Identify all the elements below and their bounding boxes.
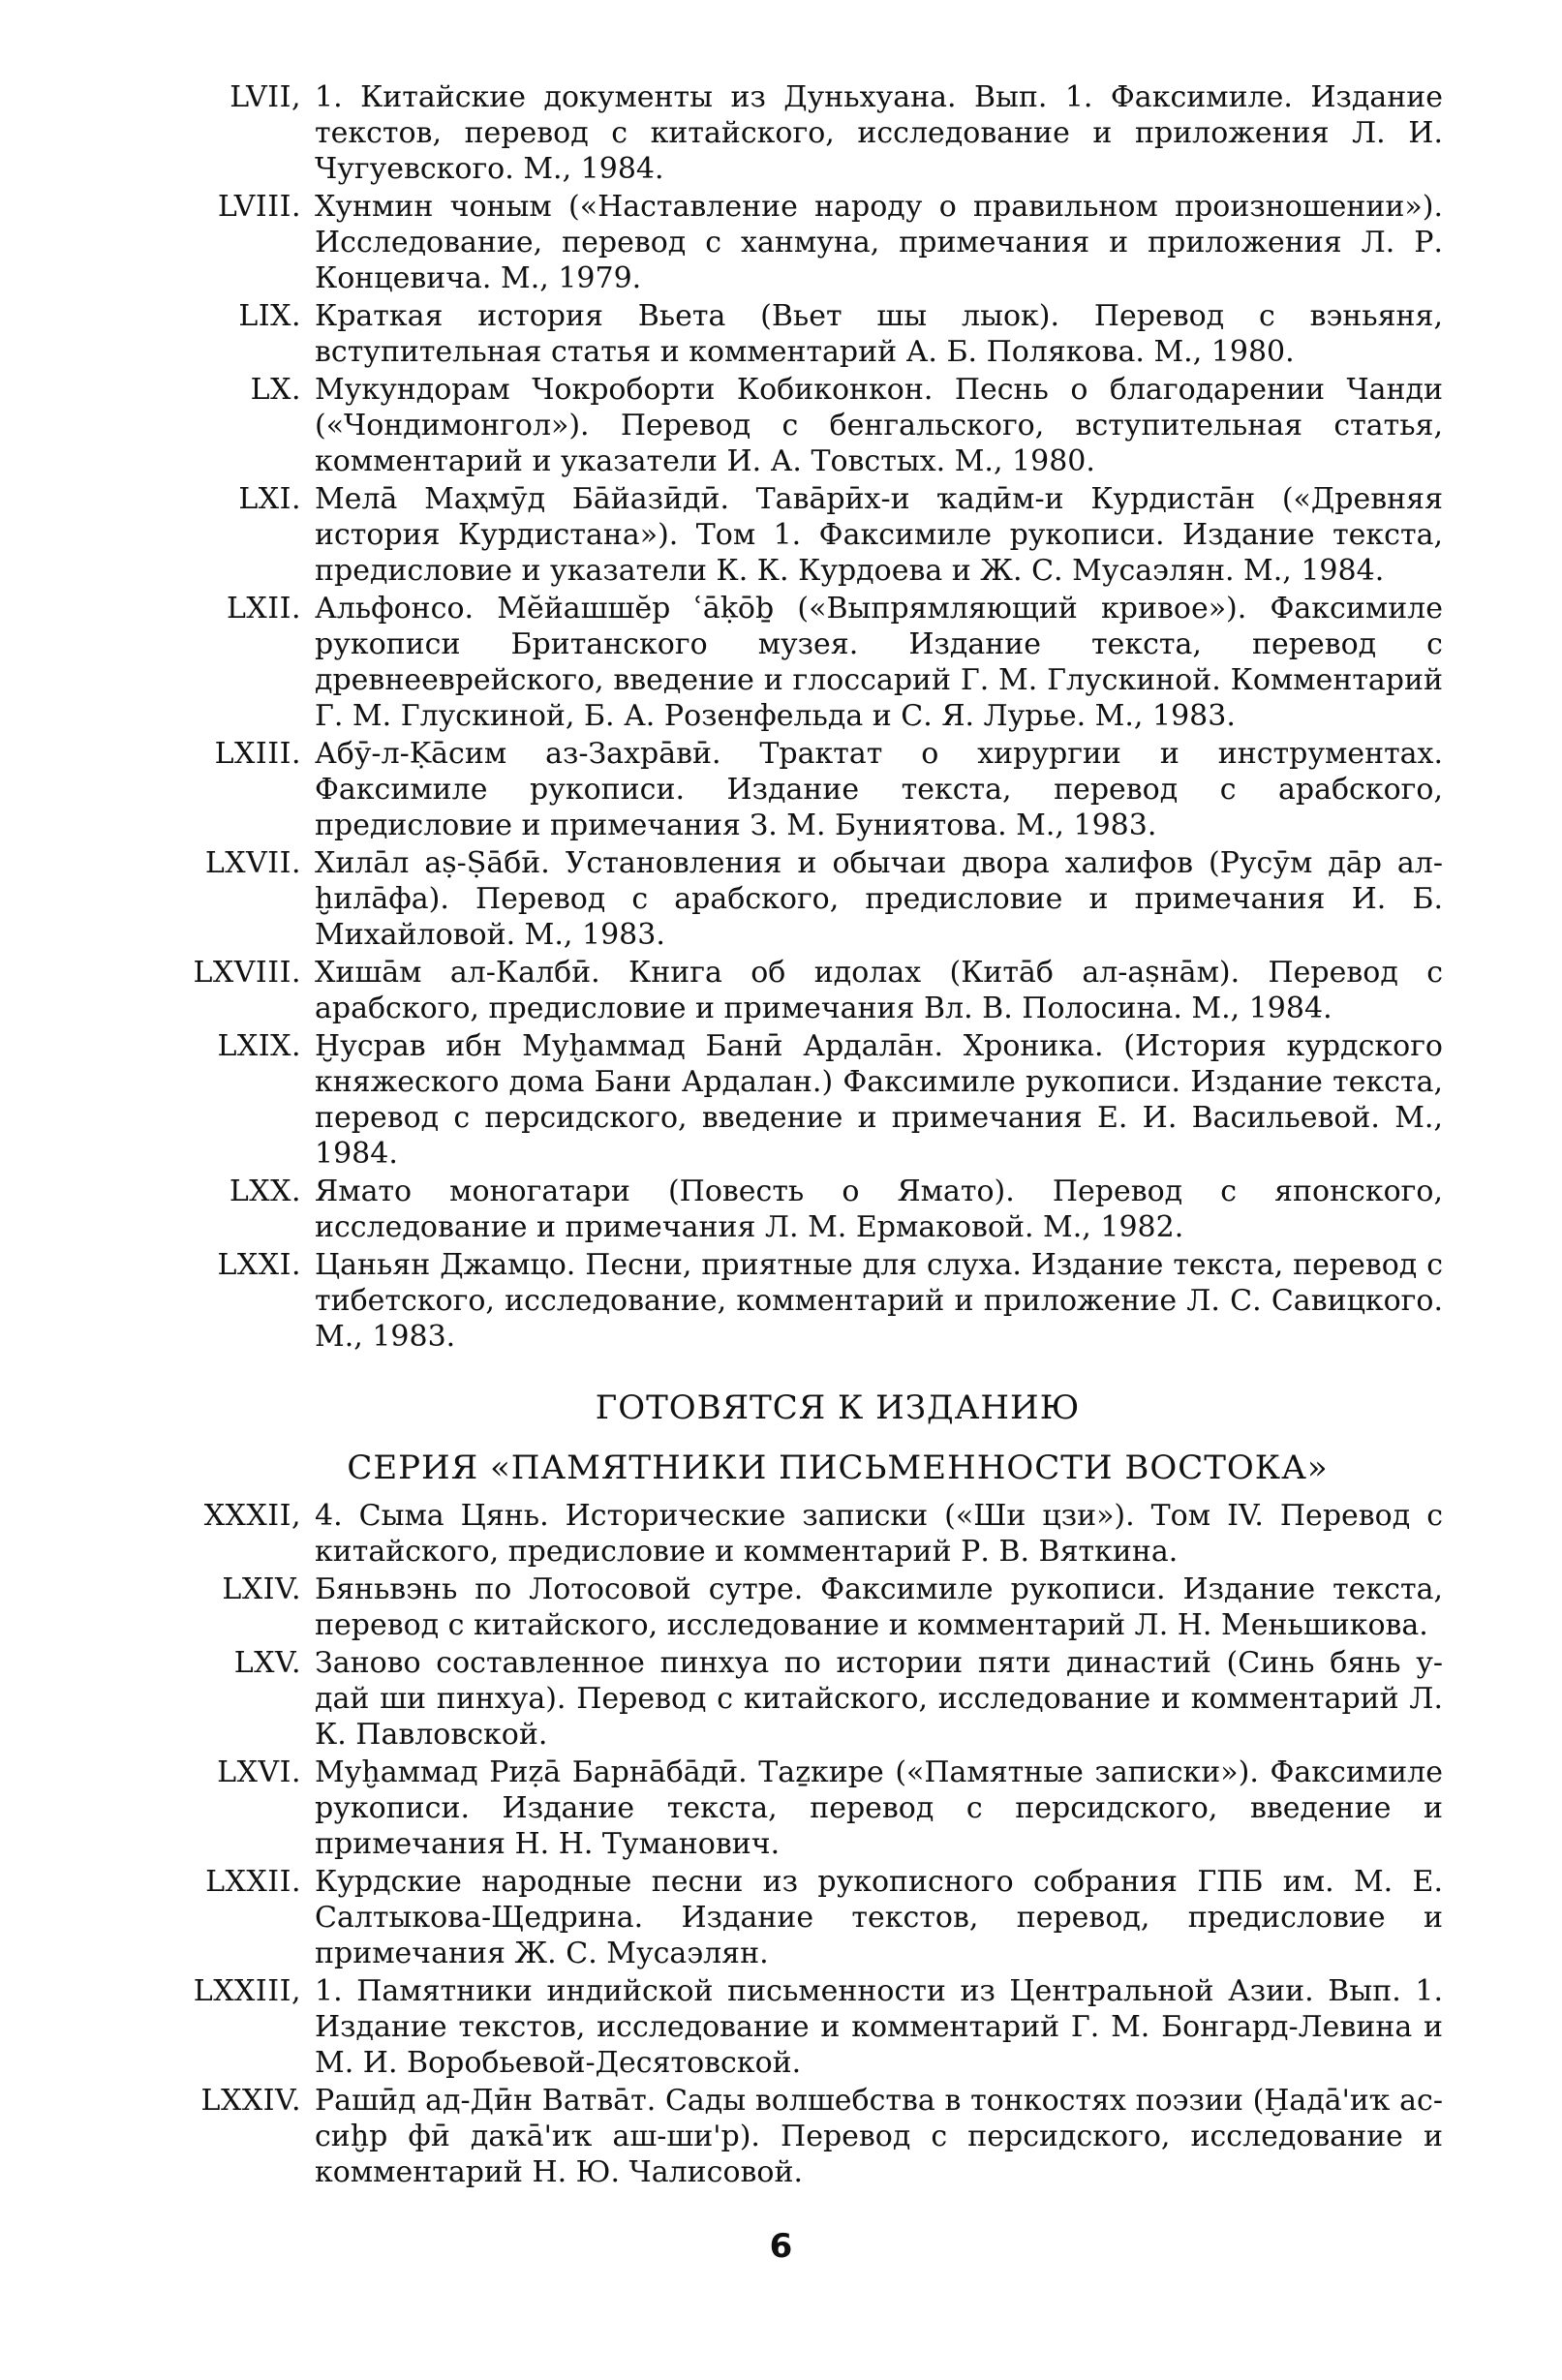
entry-text: Ḫусрав ибн Муḫаммад Банӣ Ардалāн. Хроника. (История курдского княжеского дома Бани Ардалан.) Факсимиле рукописи. Издание текста, перевод с персидского, введение и примечания Е. И. Васильевой. М., 1984.	[315, 1029, 1443, 1171]
forthcoming-heading: ГОТОВЯТСЯ К ИЗДАНИЮ	[595, 1388, 1081, 1427]
entry-number: LIX.	[238, 299, 301, 333]
entry-number: LXIX.	[217, 1029, 301, 1063]
entry-number: LVIII.	[217, 190, 301, 224]
bibliography-entry	[136, 736, 1443, 843]
entry-text: Мелā Маҳмӯд Бāйазӣдӣ. Тавāрӣх-и ҡадӣм-и Курдистāн («Древняя история Курдистана»). Том 1. Факсимиле рукописи. Издание текста, предисловие и указатели К. К. Курдоева и Ж. С. Мусаэлян. М., 1984.	[315, 482, 1443, 588]
bibliography-entry	[136, 1864, 1443, 1971]
entry-text: Муḫаммад Риẓā Барнāбāдӣ. Таẕкире («Памятные записки»). Факсимиле рукописи. Издание текста, перевод с персидского, введение и примечания Н. Н. Туманович.	[315, 1755, 1443, 1861]
entry-text: Курдские народные песни из рукописного собрания ГПБ им. М. Е. Салтыкова-Щедрина. Издание текстов, перевод, предисловие и примечания Ж. С. Мусаэлян.	[315, 1865, 1443, 1970]
entry-text: 1. Китайские документы из Дуньхуана. Вып. 1. Факсимиле. Издание текстов, перевод с китайского, исследование и приложения Л. И. Чугуевского. М., 1984.	[315, 80, 1443, 186]
series-heading: СЕРИЯ «ПАМЯТНИКИ ПИСЬМЕННОСТИ ВОСТОКА»	[347, 1449, 1329, 1487]
entry-text: Абӯ-л-Ḳāсим аз-Захрāвӣ. Трактат о хирургии и инструментах. Факсимиле рукописи. Издание текста, перевод с арабского, предисловие и примечания З. М. Буниятова. М., 1983.	[315, 737, 1443, 842]
bibliography-entry	[136, 79, 1443, 187]
entry-text: Ямато моногатари (Повесть о Ямато). Перевод с японского, исследование и примечания Л. М. Ермаковой. М., 1982.	[315, 1175, 1443, 1244]
bibliography-entry	[136, 189, 1443, 296]
entry-text: 1. Памятники индийской письменности из Центральной Азии. Вып. 1. Издание текстов, исследование и комментарий Г. М. Бонгард-Левина и М. И. Воробьевой-Десятовской.	[315, 1974, 1443, 2080]
entry-number: LVII,	[230, 80, 301, 114]
bibliography-entry	[136, 1754, 1443, 1862]
entry-text: Хунмин чоным («Наставление народу о правильном произношении»). Исследование, перевод с ханмуна, примечания и приложения Л. Р. Концевича. М., 1979.	[315, 190, 1443, 295]
page-number: 6	[769, 2227, 793, 2266]
bibliography-entry	[136, 591, 1443, 734]
entry-text: Цаньян Джамцо. Песни, приятные для слуха. Издание текста, перевод с тибетского, исследование, комментарий и приложение Л. С. Савицкого. М., 1983.	[315, 1248, 1443, 1354]
bibliography-entry	[136, 1028, 1443, 1172]
bibliography-entry	[136, 298, 1443, 370]
entry-number: LXXIV.	[200, 2084, 301, 2118]
entry-text: Краткая история Вьета (Вьет шы лыок). Перевод с вэньяня, вступительная статья и комментарий А. Б. Полякова. М., 1980.	[315, 299, 1443, 369]
entry-text: Хилāл аṣ-Ṣāбӣ. Установления и обычаи двора халифов (Русӯм дāр ал-ḫилāфа). Перевод с арабского, предисловие и примечания И. Б. Михайловой. М., 1983.	[315, 846, 1443, 952]
entry-text: Мукундорам Чокроборти Кобиконкон. Песнь о благодарении Чанди («Чондимонгол»). Перевод с бенгальского, вступительная статья, комментарий и указатели И. А. Товстых. М., 1980.	[315, 373, 1443, 478]
entry-number: LXXII.	[205, 1865, 301, 1899]
entry-text: 4. Сыма Цянь. Исторические записки («Ши цзи»). Том IV. Перевод с китайского, предисловие и комментарий Р. В. Вяткина.	[315, 1499, 1443, 1569]
entry-text: Заново составленное пинхуа по истории пяти династий (Синь бянь у-дай ши пинхуа). Перевод с китайского, исследование и комментарий Л. К. Павловской.	[315, 1646, 1443, 1752]
entry-number: LXV.	[233, 1646, 301, 1680]
entry-number: LX.	[250, 373, 301, 407]
entry-text: Бяньвэнь по Лотосовой сутре. Факсимиле рукописи. Издание текста, перевод с китайского, исследование и комментарий Л. Н. Меньшикова.	[315, 1572, 1443, 1642]
bibliography-entry	[136, 2083, 1443, 2190]
entry-number: LXIV.	[222, 1572, 301, 1606]
entry-number: LXXIII,	[193, 1974, 301, 2008]
entry-text: Альфонсо. Мӗйашшӗр ʿāḳōḇ («Выпрямляющий кривое»). Факсимиле рукописи Британского музея. Издание текста, перевод с древнееврейского, введение и глоссарий Г. М. Глускиной. Комментарий Г. М. Глускиной, Б. А. Розенфельда и С. Я. Лурье. М., 1983.	[315, 592, 1443, 733]
bibliography-entry	[136, 1498, 1443, 1570]
published-list	[136, 79, 1443, 1355]
entry-number: LXIII.	[214, 737, 301, 771]
entry-number: LXVII.	[204, 846, 301, 880]
entry-number: XXXII,	[203, 1499, 301, 1533]
bibliography-entry	[136, 1571, 1443, 1643]
entry-number: LXI.	[238, 482, 301, 516]
bibliography-entry	[136, 955, 1443, 1026]
bibliography-entry	[136, 845, 1443, 953]
entry-text: Рашӣд ад-Дӣн Ватвāт. Сады волшебства в тонкостях поэзии (Ḫадā'иҡ ас-сиḫр фӣ даҡā'иҡ аш-ши'р). Перевод с персидского, исследование и комментарий Н. Ю. Чалисовой.	[315, 2084, 1443, 2189]
forthcoming-list	[136, 1498, 1443, 2190]
bibliography-entry	[136, 1174, 1443, 1245]
bibliography-entry	[136, 1247, 1443, 1355]
entry-number: LXXI.	[217, 1248, 301, 1282]
entry-number: LXII.	[226, 592, 301, 626]
page-body	[136, 79, 1443, 2192]
entry-number: LXVIII.	[193, 956, 301, 990]
bibliography-entry	[136, 1645, 1443, 1753]
entry-number: LXX.	[229, 1175, 301, 1208]
entry-number: LXVI.	[217, 1755, 301, 1789]
bibliography-entry	[136, 372, 1443, 479]
bibliography-entry	[136, 481, 1443, 589]
bibliography-entry	[136, 1973, 1443, 2081]
entry-text: Хишāм ал-Калбӣ. Книга об идолах (Китāб ал-аṣнāм). Перевод с арабского, предисловие и примечания Вл. В. Полосина. М., 1984.	[315, 956, 1443, 1025]
